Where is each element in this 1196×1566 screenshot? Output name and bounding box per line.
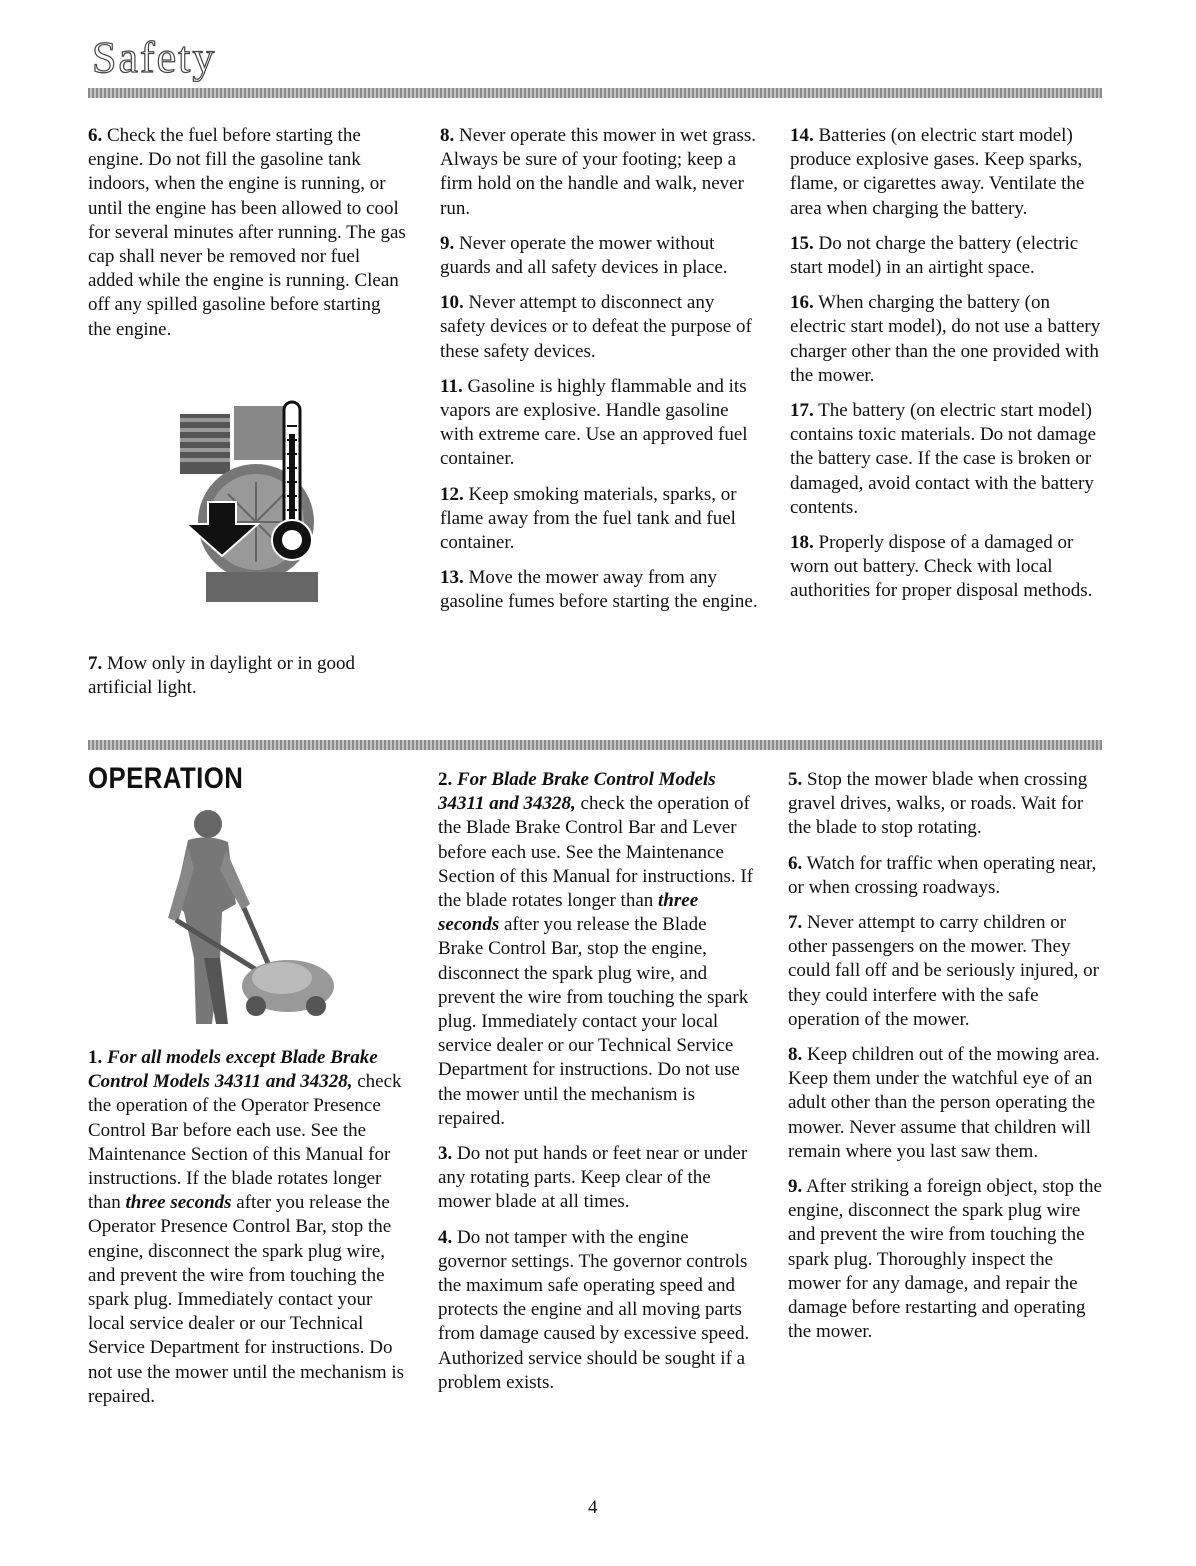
operation-item-6: 6. Watch for traffic when operating near, or when crossing roadways.: [788, 852, 1097, 898]
safety-item-7: 7. Mow only in daylight or in good artificial light.: [88, 653, 356, 699]
operation-item-2: 2. For Blade Brake Control Models 34311 and 34328, check the operation of the Blade Brake Control Bar and Lever before each use. See the Maintenance Section of this Manual for instructions. If the blade rotates longer than three seconds after you release the Blade Brake Control Bar, stop the engine, disconnect the spark plug wire, and prevent the wire from touching the spark plug. Immediately contact your local service dealer or our Technical Service Department for instructions. Do not use the mower until the mechanism is repaired.: [438, 769, 754, 1129]
safety-column-3: [790, 124, 1106, 615]
safety-item-16: 16. When charging the battery (on electric start model), do not use a battery charger other than the one provided with the mower.: [790, 292, 1101, 386]
operation-item-5: 5. Stop the mower blade when crossing gravel drives, walks, or roads. Wait for the blade to stop rotating.: [788, 769, 1088, 839]
safety-item-14: 14. Batteries (on electric start model) produce explosive gases. Keep sparks, flame, or cigarettes away. Ventilate the area when charging the battery.: [790, 125, 1085, 219]
operation-column-2: [438, 768, 756, 1406]
middle-divider: [88, 740, 1102, 750]
operation-item-7: 7. Never attempt to carry children or other passengers on the mower. They could fall off and be seriously injured, or they could interfere with the safe operation of the mower.: [788, 912, 1099, 1030]
page-number: 4: [588, 1497, 598, 1518]
person-mowing-illustration: [150, 808, 336, 1030]
section-title-safety: Safety: [92, 33, 217, 82]
operation-item-3: 3. Do not put hands or feet near or under any rotating parts. Keep clear of the mower blade at all times.: [438, 1143, 748, 1213]
safety-item-10: 10. Never attempt to disconnect any safety devices or to defeat the purpose of these safety devices.: [440, 292, 752, 362]
safety-item-8: 8. Never operate this mower in wet grass. Always be sure of your footing; keep a firm hold on the handle and walk, never run.: [440, 125, 757, 219]
safety-item-6: 6. Check the fuel before starting the engine. Do not fill the gasoline tank indoors, when the engine is running, or until the engine has been allowed to cool for several minutes after running. The gas cap shall never be removed nor fuel added while the engine is running. Clean off any spilled gasoline before starting the engine.: [88, 125, 406, 340]
safety-item-12: 12. Keep smoking materials, sparks, or flame away from the fuel tank and fuel container.: [440, 483, 737, 554]
safety-column-2: [440, 124, 758, 626]
operation-item-9: 9. After striking a foreign object, stop the engine, disconnect the spark plug wire and prevent the wire from touching the spark plug. Thoroughly inspect the mower for any damage, and repair the damage before restarting and operating the mower.: [788, 1176, 1102, 1343]
top-divider: [88, 88, 1102, 98]
safety-item-13: 13. Move the mower away from any gasoline fumes before starting the engine.: [440, 567, 758, 613]
safety-item-15: 15. Do not charge the battery (electric start model) in an airtight space.: [790, 232, 1079, 279]
safety-column-1-bottom: [88, 652, 406, 711]
section-title-operation: OPERATION: [88, 762, 244, 795]
operation-column-3: [788, 768, 1106, 1355]
safety-column-1: [88, 124, 406, 353]
operation-column-1: [88, 1046, 410, 1420]
operation-item-4: 4. Do not tamper with the engine governor settings. The governor controls the maximum safe operating speed and protects the engine and all moving parts from damage caused by excessive speed. Authorized service should be sought if a problem exists.: [438, 1226, 750, 1393]
safety-item-11: 11. Gasoline is highly flammable and its vapors are explosive. Handle gasoline with extreme care. Use an approved fuel container.: [440, 375, 748, 470]
safety-item-9: 9. Never operate the mower without guards and all safety devices in place.: [440, 232, 728, 279]
safety-item-18: 18. Properly dispose of a damaged or worn out battery. Check with local authorities for proper disposal methods.: [790, 532, 1093, 602]
operation-item-1: 1. For all models except Blade Brake Control Models 34311 and 34328, check the operation of the Operator Presence Control Bar before each use. See the Maintenance Section of this Manual for instructions. If the blade rotates longer than three seconds after you release the Operator Presence Control Bar, stop the engine, disconnect the spark plug wire, and prevent the wire from touching the spark plug. Immediately contact your local service dealer or our Technical Service Department for instructions. Do not use the mower until the mechanism is repaired.: [88, 1047, 405, 1407]
safety-item-17: 17. The battery (on electric start model) contains toxic materials. Do not damage the battery case. If the case is broken or damaged, avoid contact with the battery contents.: [790, 400, 1097, 518]
operation-item-8: 8. Keep children out of the mowing area. Keep them under the watchful eye of an adult other than the person operating the mower. Never assume that children will remain where you last saw them.: [788, 1044, 1100, 1162]
engine-heat-illustration: [172, 394, 322, 606]
